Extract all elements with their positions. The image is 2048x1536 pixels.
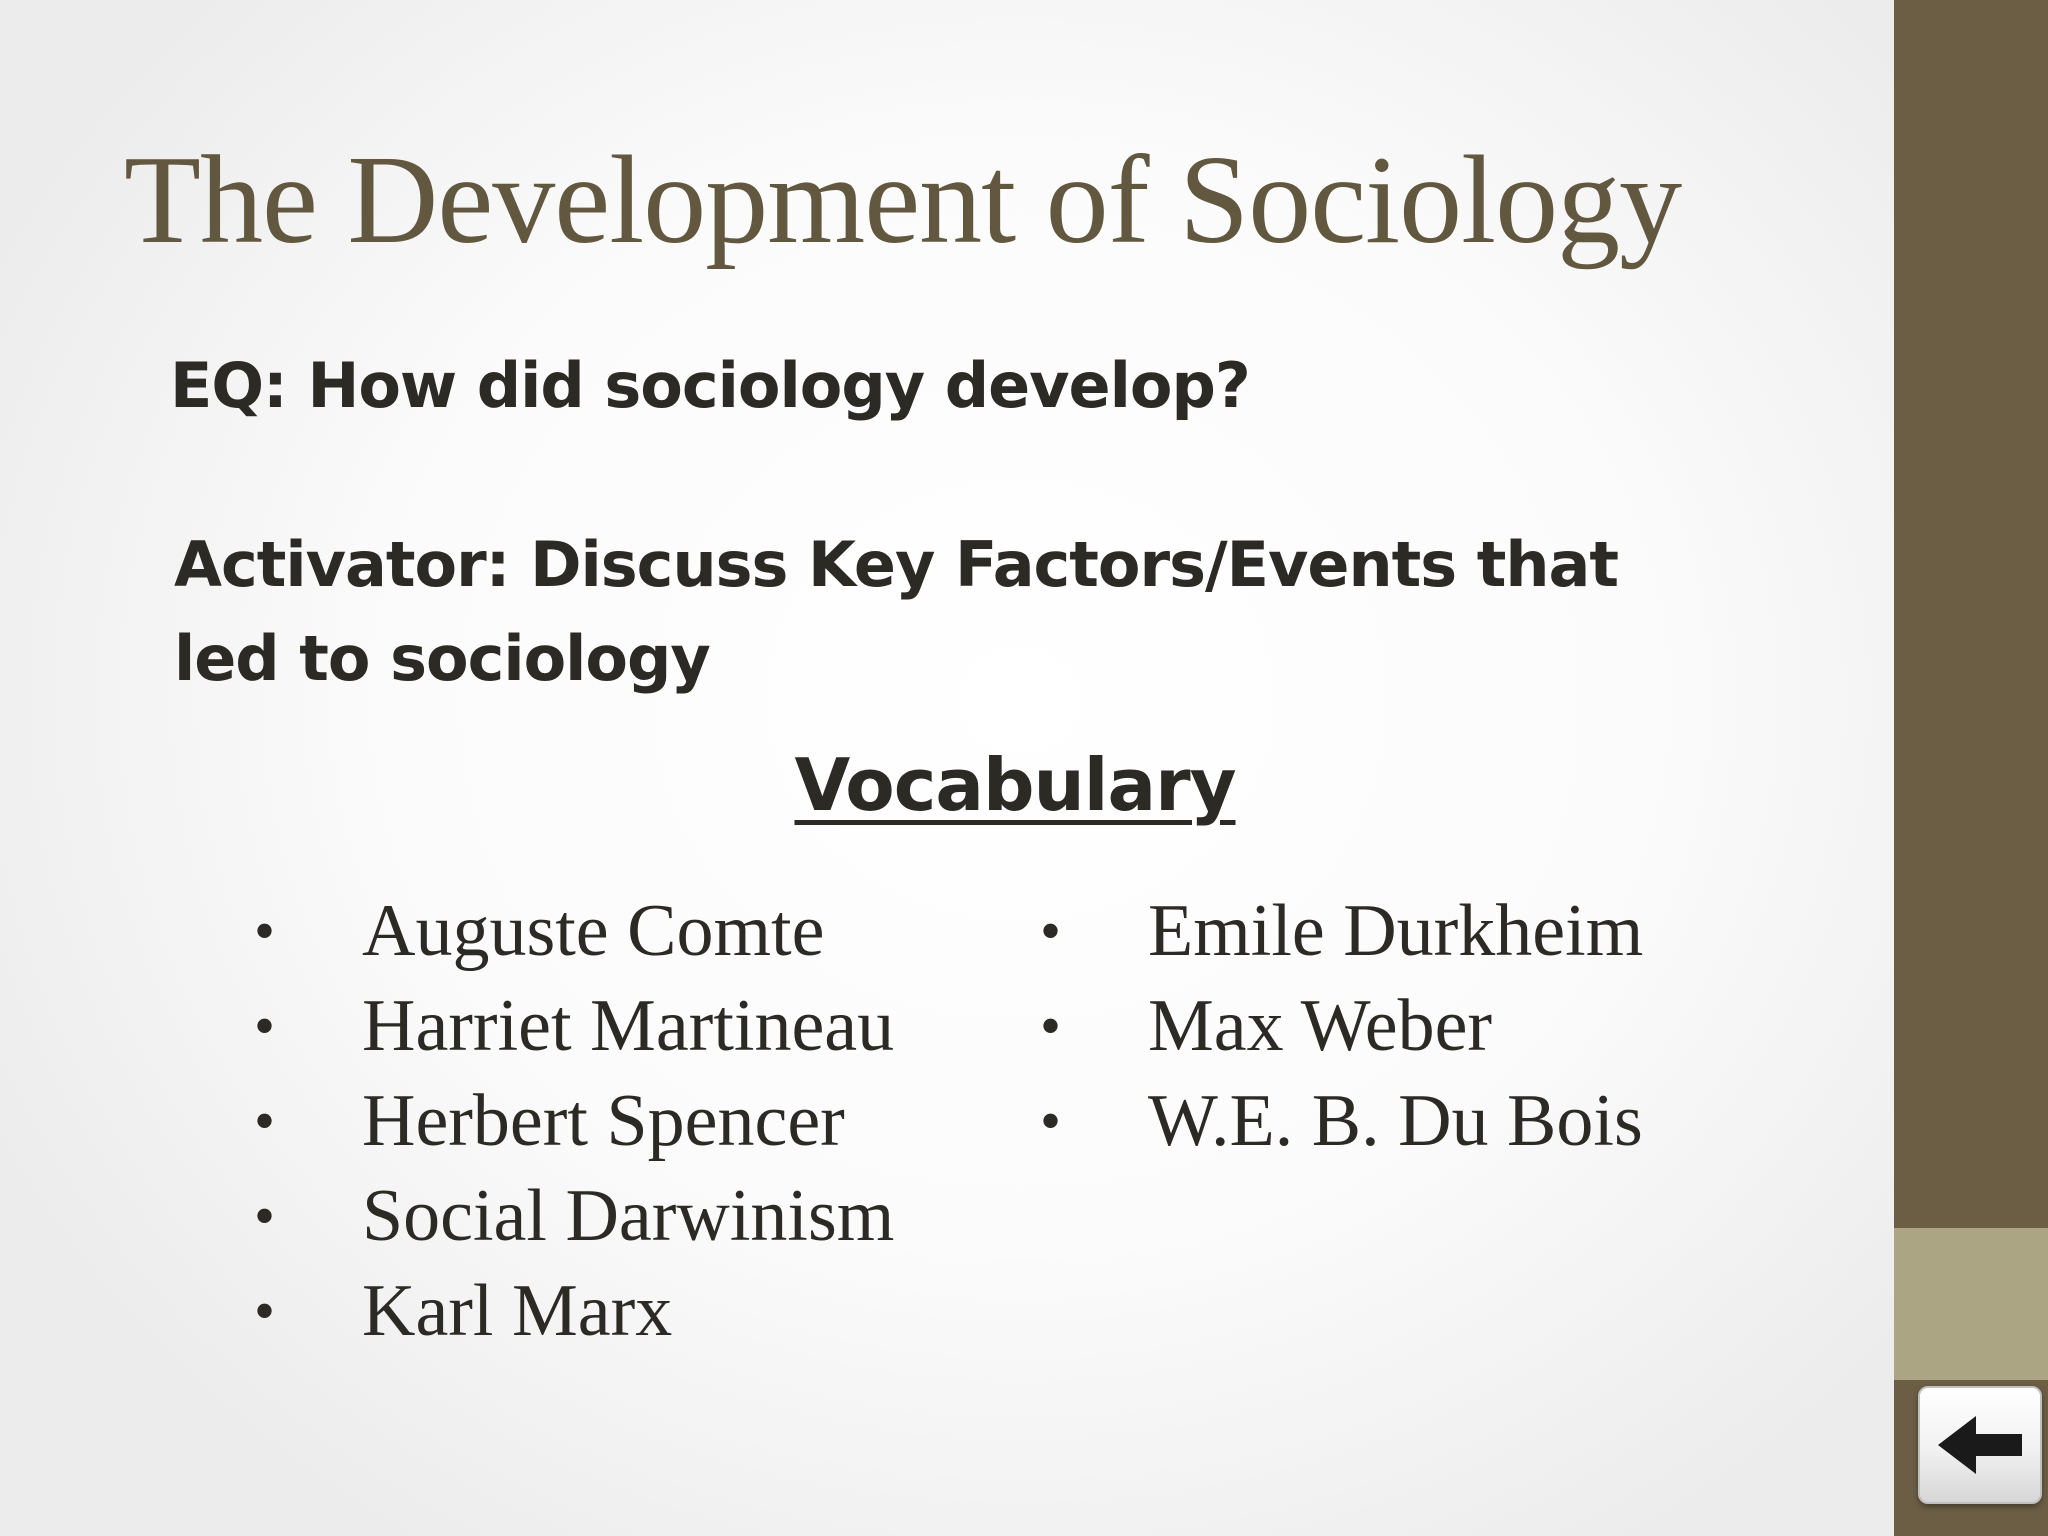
bullet-icon: • xyxy=(254,993,276,1059)
vocabulary-heading: Vocabulary xyxy=(794,743,1236,827)
bullet-icon: • xyxy=(254,1088,276,1154)
vocabulary-term: Herbert Spencer xyxy=(362,1080,845,1162)
activator-text: Activator: Discuss Key Factors/Events that led to sociology xyxy=(174,528,1618,695)
vocabulary-item xyxy=(254,979,1014,1074)
bullet-icon: • xyxy=(254,898,276,964)
vocabulary-item xyxy=(1040,979,1840,1074)
vocabulary-list-right xyxy=(1040,884,1840,1169)
side-band-accent xyxy=(1894,1228,2048,1380)
vocabulary-term: W.E. B. Du Bois xyxy=(1148,1080,1643,1162)
bullet-icon: • xyxy=(1040,993,1062,1059)
vocabulary-item xyxy=(254,1264,1014,1359)
vocabulary-term: Social Darwinism xyxy=(362,1175,895,1257)
slide-title: The Development of Sociology xyxy=(124,131,1682,270)
vocabulary-item xyxy=(1040,1074,1840,1169)
side-band xyxy=(1894,0,2048,1228)
vocabulary-item xyxy=(254,884,1014,979)
vocabulary-term: Harriet Martineau xyxy=(362,985,895,1067)
vocabulary-term: Max Weber xyxy=(1148,985,1493,1067)
bullet-icon: • xyxy=(1040,1088,1062,1154)
bullet-icon: • xyxy=(254,1278,276,1344)
vocabulary-item xyxy=(254,1169,1014,1264)
vocabulary-item xyxy=(254,1074,1014,1169)
back-button[interactable] xyxy=(1918,1386,2042,1504)
vocabulary-list-left xyxy=(254,884,1014,1359)
essential-question: EQ: How did sociology develop? xyxy=(170,349,1250,422)
vocabulary-term: Karl Marx xyxy=(362,1270,673,1352)
left-arrow-icon xyxy=(1932,1410,2028,1480)
bullet-icon: • xyxy=(254,1183,276,1249)
vocabulary-term: Auguste Comte xyxy=(362,890,825,972)
bullet-icon: • xyxy=(1040,898,1062,964)
vocabulary-term: Emile Durkheim xyxy=(1148,890,1644,972)
vocabulary-item xyxy=(1040,884,1840,979)
